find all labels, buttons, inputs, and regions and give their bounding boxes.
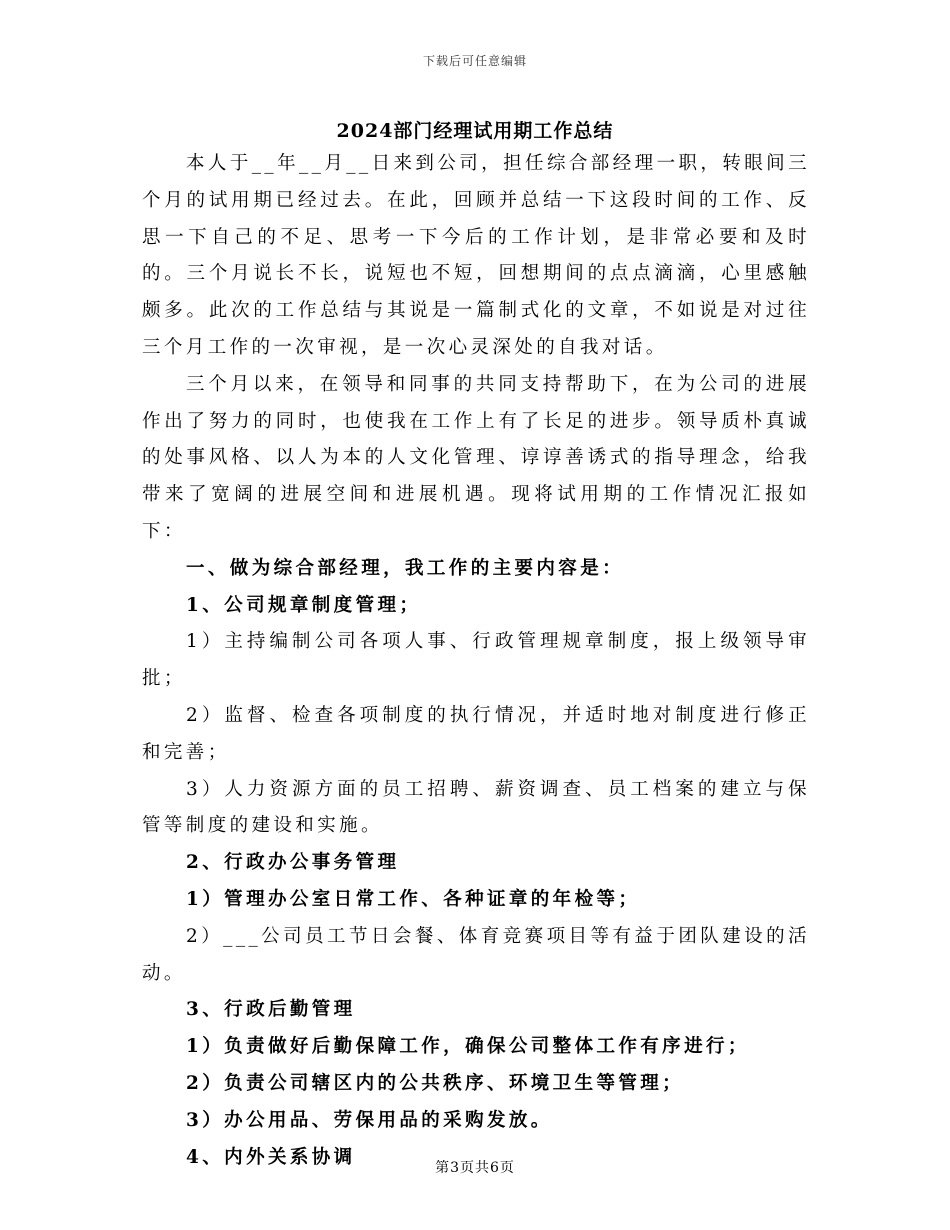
document-title: 2024部门经理试用期工作总结 bbox=[336, 120, 614, 142]
section-heading: 一、做为综合部经理，我工作的主要内容是： bbox=[186, 557, 625, 579]
subsection-heading-rules: 1、公司规章制度管理； bbox=[186, 594, 422, 616]
list-item: 3）办公用品、劳保用品的采购发放。 bbox=[186, 1109, 553, 1131]
list-item: 1）负责做好后勤保障工作，确保公司整体工作有序进行； bbox=[186, 1036, 750, 1058]
list-item: 3）人力资源方面的员工招聘、薪资调查、员工档案的建立与保管等制度的建设和实施。 bbox=[142, 778, 810, 837]
list-item: 1）主持编制公司各项人事、行政管理规章制度，报上级领导审批； bbox=[142, 631, 810, 690]
document-body bbox=[142, 146, 810, 1176]
list-item: 2）负责公司辖区内的公共秩序、环境卫生等管理； bbox=[186, 1072, 685, 1094]
subsection-heading-relations: 4、内外关系协调 bbox=[186, 1146, 356, 1168]
list-item: 2）监督、检查各项制度的执行情况，并适时地对制度进行修正和完善； bbox=[142, 704, 810, 763]
intro-paragraph: 本人于__年__月__日来到公司，担任综合部经理一职，转眼间三个月的试用期已经过去。在此，回顾并总结一下这段时间的工作、反思一下自己的不足、思考一下今后的工作计划，是非常必要和及时的。三个月说长不长，说短也不短，回想期间的点点滴滴，心里感触颇多。此次的工作总结与其说是一篇制式化的文章，不如说是对过往三个月工作的一次审视，是一次心灵深处的自我对话。 bbox=[142, 153, 810, 358]
page-number-footer: 第3页共6页 bbox=[435, 1160, 515, 1176]
list-item: 1）管理办公室日常工作、各种证章的年检等； bbox=[186, 888, 641, 910]
progress-paragraph: 三个月以来，在领导和同事的共同支持帮助下，在为公司的进展作出了努力的同时，也使我在工作上有了长足的进步。领导质朴真诚的处事风格、以人为本的人文化管理、谆谆善诱式的指导理念，给我带来了宽阔的进展空间和进展机遇。现将试用期的工作情况汇报如下： bbox=[142, 373, 810, 542]
list-item: 2）___公司员工节日会餐、体育竞赛项目等有益于团队建设的活动。 bbox=[142, 925, 810, 984]
subsection-heading-admin: 2、行政办公事务管理 bbox=[186, 852, 400, 874]
header-note: 下载后可任意编辑 bbox=[422, 54, 527, 68]
subsection-heading-logistics: 3、行政后勤管理 bbox=[186, 999, 356, 1021]
